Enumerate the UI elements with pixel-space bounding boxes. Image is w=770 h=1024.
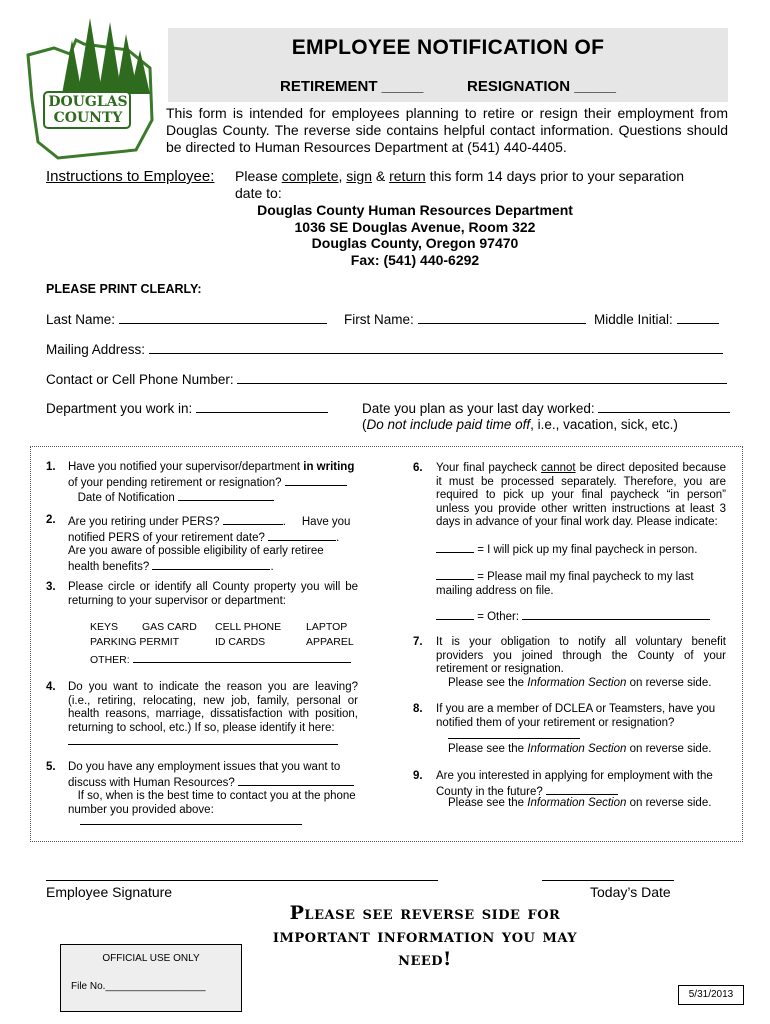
q8-see-end: on reverse side.	[629, 743, 712, 755]
first-name-field[interactable]	[418, 313, 586, 324]
q8-see: Please see the	[448, 743, 525, 755]
todays-date-field[interactable]	[542, 880, 674, 881]
q9-see-end: on reverse side.	[629, 797, 712, 809]
hr-address-line: Douglas County, Oregon 97470	[311, 235, 519, 251]
q9-see-note	[448, 797, 711, 811]
q1-date-field[interactable]	[178, 490, 274, 501]
q8-number: 8.	[413, 703, 423, 715]
property-laptop[interactable]: LAPTOP	[306, 621, 348, 633]
q2-text-d: Are you aware of possible eligibility of early retiree health	[68, 545, 324, 573]
todays-date-label: Today’s Date	[590, 884, 671, 900]
last-day-label: Date you plan as your last day worked:	[362, 401, 595, 416]
q5-number: 5.	[46, 761, 56, 773]
q7-see-italic: Information Section	[527, 677, 627, 689]
logo-graphic	[18, 10, 158, 160]
q5-text-a: Do you have any employment issues that you want to discuss with Human Resources?	[68, 761, 341, 789]
q2-text-e: benefits?	[102, 560, 150, 573]
q9-text-a: Are you interested in applying for employment with the County in the future?	[436, 770, 713, 798]
q9-answer-field[interactable]	[546, 784, 618, 795]
first-name-row	[344, 312, 586, 327]
q2-number: 2.	[46, 514, 56, 526]
last-day-note: (Do not include paid time off, i.e., vacation, sick, etc.)	[362, 417, 678, 432]
q1-number: 1.	[46, 461, 56, 473]
last-name-label: Last Name:	[46, 312, 116, 327]
instructions-complete: complete	[281, 168, 339, 184]
instructions-text: Please complete, sign & return this form 14 days prior to your separation date to:	[235, 168, 685, 201]
q9-text	[436, 770, 726, 799]
first-name-label: First Name:	[344, 312, 414, 327]
employee-signature-field[interactable]	[46, 880, 438, 881]
property-other-label: OTHER:	[90, 654, 130, 666]
contact-phone-field[interactable]	[237, 373, 727, 384]
q2-text-a: Are you retiring under PERS?	[68, 516, 220, 528]
q7-see-end: on reverse side.	[629, 677, 712, 689]
q9-see: Please see the	[448, 797, 525, 809]
q9-number: 9.	[413, 770, 423, 782]
middle-initial-row	[594, 312, 719, 327]
q6-option-1-field[interactable]	[436, 542, 474, 553]
mailing-address-row	[46, 342, 723, 357]
q6-option-2-field[interactable]	[436, 569, 474, 580]
q4-reason-field[interactable]	[68, 744, 338, 745]
q2-notified-field[interactable]	[268, 530, 336, 541]
form-revision-date: 5/31/2013	[678, 985, 744, 1005]
q6-option-3-field[interactable]	[436, 609, 474, 620]
logo-text-line1: DOUGLAS	[48, 94, 128, 110]
q6-option-2	[436, 569, 726, 598]
q6-text-b: be direct deposited because it must be processed separately. Therefore, you are required to pick up your final paycheck “in person” unless you provide other written instructions at least 3 days in advance of your final work day. Please indicate:	[436, 462, 727, 528]
reverse-side-note: Please see reverse side for important information you may need!	[272, 902, 578, 970]
douglas-county-logo	[18, 10, 158, 160]
resignation-option[interactable]: RESIGNATION _____	[467, 78, 616, 95]
property-other-row	[90, 652, 351, 666]
q3-number: 3.	[46, 581, 56, 593]
q9-see-italic: Information Section	[527, 797, 627, 809]
q7-see-note	[448, 677, 711, 691]
property-parking-permit[interactable]: PARKING PERMIT	[90, 636, 180, 648]
middle-initial-field[interactable]	[677, 313, 719, 324]
contact-phone-label: Contact or Cell Phone Number:	[46, 372, 234, 387]
file-no-field[interactable]: File No.__________________	[71, 981, 206, 992]
q7-text: It is your obligation to notify all voluntary benefit providers you joined through the County of your retirement or resignation.	[436, 636, 726, 675]
mailing-address-field[interactable]	[149, 343, 723, 354]
q2-benefits-field[interactable]	[152, 559, 270, 570]
q1-text-b: of your pending retirement or resignation?	[68, 476, 282, 489]
q6-number: 6.	[413, 462, 423, 474]
q7-number: 7.	[413, 636, 423, 648]
q5-text-b: If so, when is the best time to contact you at the phone number you provided above:	[68, 790, 356, 816]
middle-initial-label: Middle Initial:	[594, 312, 673, 327]
q1-text-a: Have you notified your supervisor/department	[68, 461, 301, 473]
q8-see-note	[448, 743, 711, 757]
last-day-field[interactable]	[598, 402, 730, 413]
q6-cannot: cannot	[541, 462, 576, 474]
q4-number: 4.	[46, 681, 56, 693]
q2-pers-field[interactable]	[223, 514, 283, 525]
q3-text: Please circle or identify all County property you will be returning to your supervisor or department:	[68, 581, 358, 607]
instructions-tail: this form 14 days prior to your separation date to:	[235, 168, 685, 201]
q1-in-writing: in writing	[303, 461, 355, 473]
q7-see: Please see the	[448, 677, 525, 689]
q8-answer-field[interactable]	[448, 738, 580, 739]
q5-text	[68, 761, 358, 817]
q6-text	[436, 462, 726, 530]
property-other-field[interactable]	[133, 652, 351, 663]
q1-answer-field[interactable]	[285, 475, 347, 486]
retirement-option[interactable]: RETIREMENT _____	[280, 78, 424, 95]
official-use-title: OFFICIAL USE ONLY	[102, 953, 200, 964]
q6-option-1	[436, 542, 697, 558]
q6-option-3	[436, 609, 710, 625]
q1-date-label: Date of Notification	[77, 492, 175, 504]
department-row	[46, 401, 328, 416]
last-day-row	[362, 401, 730, 416]
mailing-address-label: Mailing Address:	[46, 342, 146, 357]
intro-paragraph: This form is intended for employees planning to retire or resign their employment from Douglas County. The reverse side contains helpful contact information. Questions should be directed to Human Resources Department at (541) 440-4405.	[166, 105, 728, 155]
instructions-sign: sign	[346, 168, 372, 184]
department-label: Department you work in:	[46, 401, 193, 416]
q2-text-c: notified PERS of your retirement date?	[68, 531, 265, 544]
property-keys[interactable]: KEYS	[90, 621, 119, 633]
q5-contact-time-field[interactable]	[80, 824, 302, 825]
hr-address-line: Douglas County Human Resources Department	[257, 202, 573, 218]
print-clearly-heading: PLEASE PRINT CLEARLY:	[46, 282, 202, 296]
property-gas-card[interactable]: GAS CARD	[142, 621, 197, 633]
q4-text: Do you want to indicate the reason you are leaving? (i.e., retiring, relocating, new job, family, personal or health reasons, marriage, dissatisfaction with position, returning to school, etc.) If so, please identify it here:	[68, 681, 358, 734]
hr-address-line: Fax: (541) 440-6292	[350, 251, 480, 268]
official-use-box	[60, 944, 242, 1012]
hr-address	[120, 202, 710, 268]
q8-text: If you are a member of DCLEA or Teamsters, have you notified them of your retirement or resignation?	[436, 703, 716, 729]
last-day-note-italic: Do not include paid time off	[366, 417, 531, 432]
property-cell-phone[interactable]: CELL PHONE	[215, 621, 282, 633]
property-apparel[interactable]: APPAREL	[306, 636, 354, 648]
q8-see-italic: Information Section	[527, 743, 627, 755]
instructions-return: return	[389, 168, 426, 184]
q6-option-1-label: = I will pick up my final paycheck in person.	[477, 544, 698, 556]
property-id-cards[interactable]: ID CARDS	[215, 636, 266, 648]
logo-text-line2: COUNTY	[53, 110, 123, 126]
last-day-note-rest: , i.e., vacation, sick, etc.)	[530, 417, 678, 432]
q6-text-a: Your final paycheck	[436, 462, 537, 474]
contact-phone-row	[46, 372, 727, 387]
instructions-please: Please	[235, 168, 278, 184]
last-name-row	[46, 312, 327, 327]
q1-text	[68, 461, 358, 506]
q6-option-3-label: = Other:	[477, 611, 520, 623]
q2-text: Are you retiring under PERS? . Have you notified PERS of your retirement date? . Are you aware of possible eligibility of early retiree health benefits? .	[68, 516, 351, 573]
employee-signature-label: Employee Signature	[46, 884, 173, 900]
department-field[interactable]	[196, 402, 328, 413]
q6-option-2-label: = Please mail my final paycheck to my last mailing address on file.	[436, 571, 694, 597]
hr-address-line: 1036 SE Douglas Avenue, Room 322	[294, 218, 536, 235]
instructions-label: Instructions to Employee:	[46, 168, 215, 185]
last-name-field[interactable]	[119, 313, 327, 324]
form-title: EMPLOYEE NOTIFICATION OF	[291, 36, 605, 59]
q6-other-field[interactable]	[522, 609, 710, 620]
q2-text-b: Have you	[301, 516, 351, 528]
q5-issues-field[interactable]	[238, 775, 354, 786]
